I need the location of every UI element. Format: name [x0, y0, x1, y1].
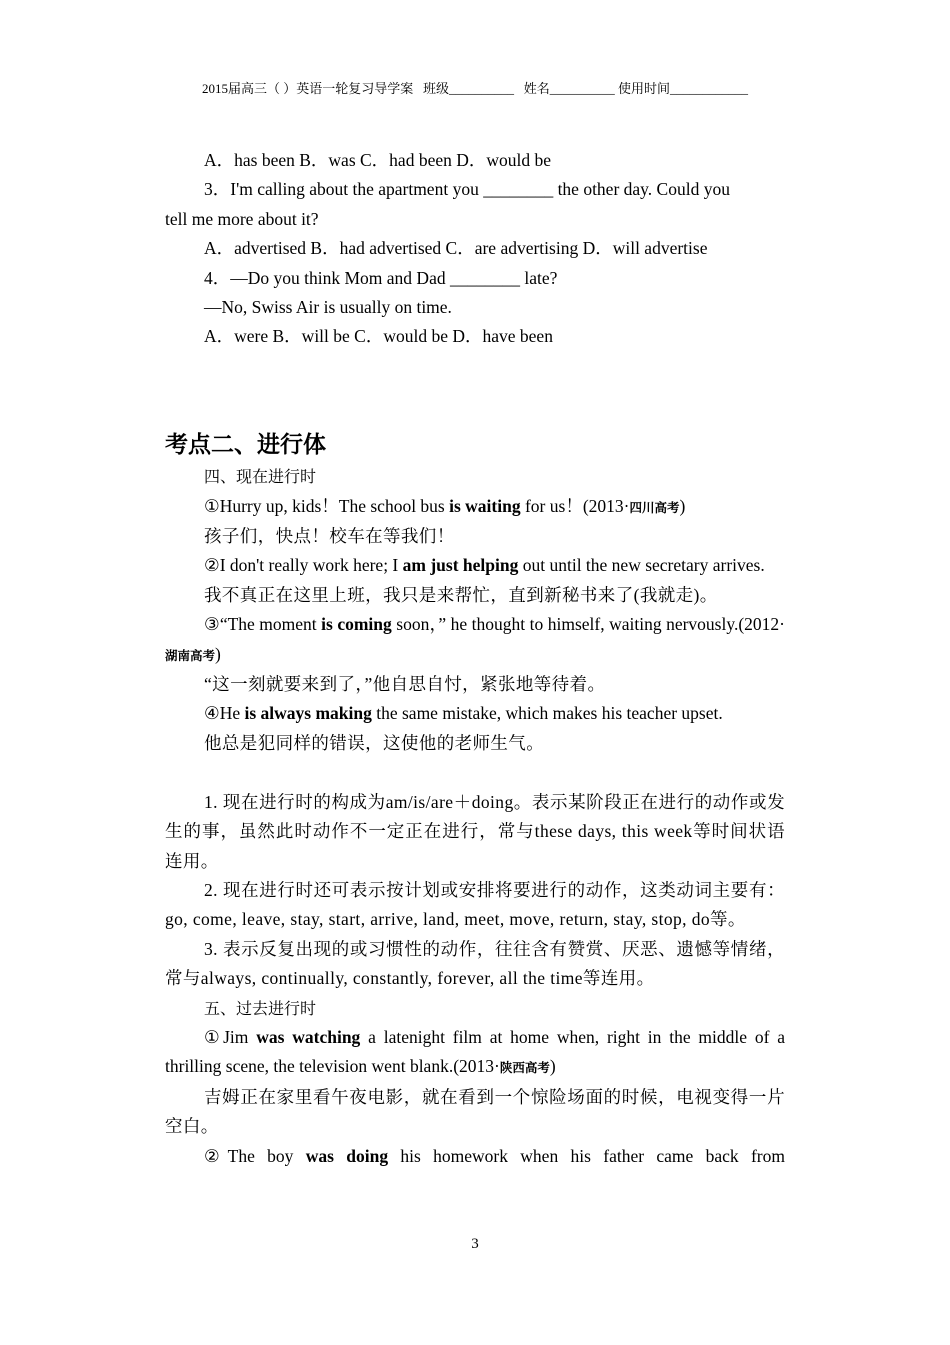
source-tag: 四川高考	[629, 499, 680, 515]
translation-3: “这一刻就要来到了，”他自思自忖，紧张地等待着。	[204, 674, 606, 695]
subsection-present-progressive: 四、现在进行时	[204, 467, 317, 487]
example-text: out until the new secretary arrives.	[518, 555, 765, 576]
example-keyword: is always making	[244, 703, 372, 724]
example-keyword: was doing	[305, 1145, 389, 1166]
example-keyword: is coming	[321, 614, 392, 635]
example-3	[165, 610, 785, 670]
q4-options: A．were B．will be C．would be D．have been	[204, 326, 553, 347]
example-text: ③“The moment	[204, 614, 322, 635]
example-keyword: was watching	[256, 1026, 361, 1047]
translation-2: 我不真正在这里上班，我只是来帮忙，直到新秘书来了(我就走)。	[204, 584, 718, 605]
example-text: ①Jim	[204, 1026, 257, 1047]
example-text: for us！(2013·	[520, 495, 630, 516]
example-keyword: is waiting	[449, 495, 521, 516]
q3-stem-line2: tell me more about it?	[165, 208, 319, 229]
blank-space	[165, 399, 785, 428]
example-text: ②I don't really work here; I	[204, 555, 403, 576]
example-text: )	[215, 643, 221, 664]
q4-stem: 4．—Do you think Mom and Dad ________ late?	[204, 267, 558, 288]
example-text: a latenight film at home when, right in the middle of a thrilling scene, the television went blank.(2013·	[165, 1026, 785, 1077]
source-tag: 湖南高考	[165, 647, 216, 663]
q2-options: A．has been B．was C．had been D．would be	[204, 150, 552, 170]
example-4	[165, 699, 785, 728]
translation-1: 孩子们，快点！校车在等我们！	[204, 526, 455, 547]
q3-stem-line1: 3．I'm calling about the apartment you ________ the other day. Could you	[204, 179, 730, 200]
q4-answer: —No, Swiss Air is usually on time.	[204, 297, 452, 318]
example-keyword: am just helping	[402, 555, 519, 576]
subsection-past-progressive: 五、过去进行时	[204, 998, 317, 1018]
example-text: )	[679, 495, 686, 516]
example-5	[165, 1023, 785, 1083]
example-1	[165, 492, 785, 522]
example-text: the same mistake, which makes his teacher upset.	[371, 703, 723, 724]
page-header: 2015届高三（ ）英语一轮复习导学案 班级__________ 姓名__________ 使用时间____________	[201, 81, 748, 96]
blank-space	[165, 352, 785, 399]
page-content	[165, 146, 785, 1171]
example-text: his homework when his father came back from	[388, 1145, 785, 1166]
rule-1: 1. 现在进行时的构成为am/is/are＋doing。表示某阶段正在进行的动作或发生的事，虽然此时动作不一定正在进行，常与these days, this week等时间状语连用。	[165, 791, 785, 871]
q3-options: A．advertised B．had advertised C．are advertising D．will advertise	[204, 238, 708, 259]
example-2	[165, 551, 785, 580]
rule-2: 2. 现在进行时还可表示按计划或安排将要进行的动作，这类动词主要有：go, come, leave, stay, start, arrive, land, meet, move, return, stay, stop, do等。	[165, 879, 785, 930]
rule-3: 3. 表示反复出现的或习惯性的动作，往往含有赞赏、厌恶、遗憾等情绪，常与always, continually, constantly, forever, all the time等连用。	[165, 938, 785, 989]
example-text: ②The boy	[204, 1145, 306, 1166]
example-text: soon，” he thought to himself, waiting nervously.(2012·	[391, 614, 785, 635]
example-text: )	[549, 1056, 556, 1077]
example-6	[165, 1142, 785, 1171]
translation-5: 吉姆正在家里看午夜电影，就在看到一个惊险场面的时候，电视变得一片空白。	[165, 1086, 785, 1137]
section-title: 考点二、进行体	[165, 432, 326, 459]
example-text: ④He	[204, 703, 245, 724]
source-tag: 陕西高考	[499, 1060, 550, 1076]
page-number: 3	[471, 1236, 479, 1252]
example-text: ①Hurry up, kids！The school bus	[204, 495, 450, 516]
translation-4: 他总是犯同样的错误，这使他的老师生气。	[204, 732, 545, 753]
blank-space	[165, 758, 785, 787]
